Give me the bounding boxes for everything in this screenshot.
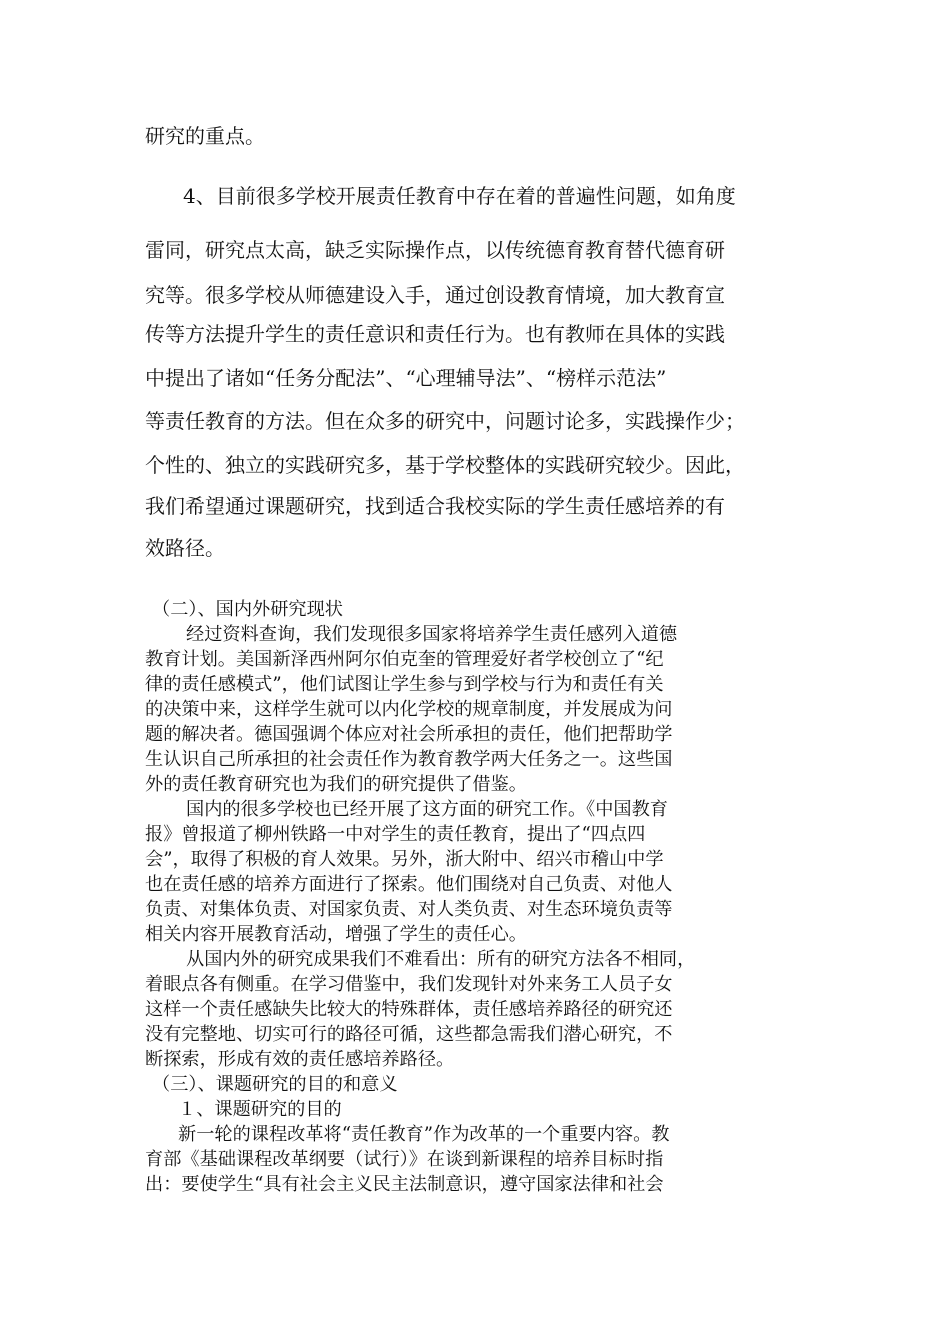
paragraph-line: 律的责任感模式”，他们试图让学生参与到学校与行为和责任有关 bbox=[145, 674, 664, 695]
paragraph-line: 中提出了诸如“任务分配法”、“心理辅导法”、“榜样示范法” bbox=[145, 366, 667, 390]
paragraph-line: 雷同，研究点太高，缺乏实际操作点，以传统德育教育替代德育研 bbox=[145, 238, 725, 262]
paragraph-line: 没有完整地、切实可行的路径可循，这些都急需我们潜心研究，不 bbox=[145, 1024, 673, 1045]
paragraph-line: 新一轮的课程改革将“责任教育”作为改革的一个重要内容。教 bbox=[178, 1124, 670, 1145]
paragraph-line: 报》曾报道了柳州铁路一中对学生的责任教育，提出了“四点四 bbox=[145, 824, 646, 845]
paragraph-line: 教育计划。美国新泽西州阿尔伯克奎的管理爱好者学校创立了“纪 bbox=[145, 649, 664, 670]
paragraph-line: 出：要使学生“具有社会主义民主法制意识，遵守国家法律和社会 bbox=[145, 1174, 664, 1195]
paragraph-line: 这样一个责任感缺失比较大的特殊群体，责任感培养路径的研究还 bbox=[145, 999, 673, 1020]
paragraph-line: 个性的、独立的实践研究多，基于学校整体的实践研究较少。因此， bbox=[145, 453, 745, 477]
paragraph-line: 也在责任感的培养方面进行了探索。他们围绕对自己负责、对他人 bbox=[145, 874, 673, 895]
paragraph-line: 等责任教育的方法。但在众多的研究中，问题讨论多，实践操作少； bbox=[145, 409, 745, 433]
paragraph-line: 着眼点各有侧重。在学习借鉴中，我们发现针对外来务工人员子女 bbox=[145, 974, 673, 995]
paragraph-line: 负责、对集体负责、对国家负责、对人类负责、对生态环境负责等 bbox=[145, 899, 673, 920]
subsection-heading: １、课题研究的目的 bbox=[178, 1099, 342, 1120]
paragraph-line: 研究的重点。 bbox=[145, 124, 265, 148]
paragraph-line: 究等。很多学校从师德建设入手，通过创设教育情境，加大教育宣 bbox=[145, 283, 725, 307]
paragraph-line: 传等方法提升学生的责任意识和责任行为。也有教师在具体的实践 bbox=[145, 322, 725, 346]
paragraph-line: 从国内外的研究成果我们不难看出：所有的研究方法各不相同， bbox=[186, 949, 696, 970]
paragraph-line: 生认识自己所承担的社会责任作为教育教学两大任务之一。这些国 bbox=[145, 749, 673, 770]
paragraph-line: 断探索，形成有效的责任感培养路径。 bbox=[145, 1049, 455, 1070]
paragraph-line: 外的责任教育研究也为我们的研究提供了借鉴。 bbox=[145, 774, 527, 795]
paragraph-line: 的决策中来，这样学生就可以内化学校的规章制度，并发展成为问 bbox=[145, 699, 673, 720]
paragraph-line: 国内的很多学校也已经开展了这方面的研究工作。《中国教育 bbox=[186, 799, 668, 820]
paragraph-line: 我们希望通过课题研究，找到适合我校实际的学生责任感培养的有 bbox=[145, 494, 725, 518]
section-heading: （二）、国内外研究现状 bbox=[152, 599, 343, 620]
paragraph-line: 相关内容开展教育活动，增强了学生的责任心。 bbox=[145, 924, 527, 945]
paragraph-line: 效路径。 bbox=[145, 536, 225, 560]
paragraph-line: 题的解决者。德国强调个体应对社会所承担的责任，他们把帮助学 bbox=[145, 724, 673, 745]
paragraph-line: 经过资料查询，我们发现很多国家将培养学生责任感列入道德 bbox=[186, 624, 678, 645]
paragraph-line: 4、目前很多学校开展责任教育中存在着的普遍性问题，如角度 bbox=[183, 184, 736, 208]
paragraph-line: 会”，取得了积极的育人效果。另外，浙大附中、绍兴市稽山中学 bbox=[145, 849, 664, 870]
section-heading: （三）、课题研究的目的和意义 bbox=[152, 1074, 398, 1095]
paragraph-line: 育部《基础课程改革纲要（试行）》在谈到新课程的培养目标时指 bbox=[145, 1149, 664, 1170]
